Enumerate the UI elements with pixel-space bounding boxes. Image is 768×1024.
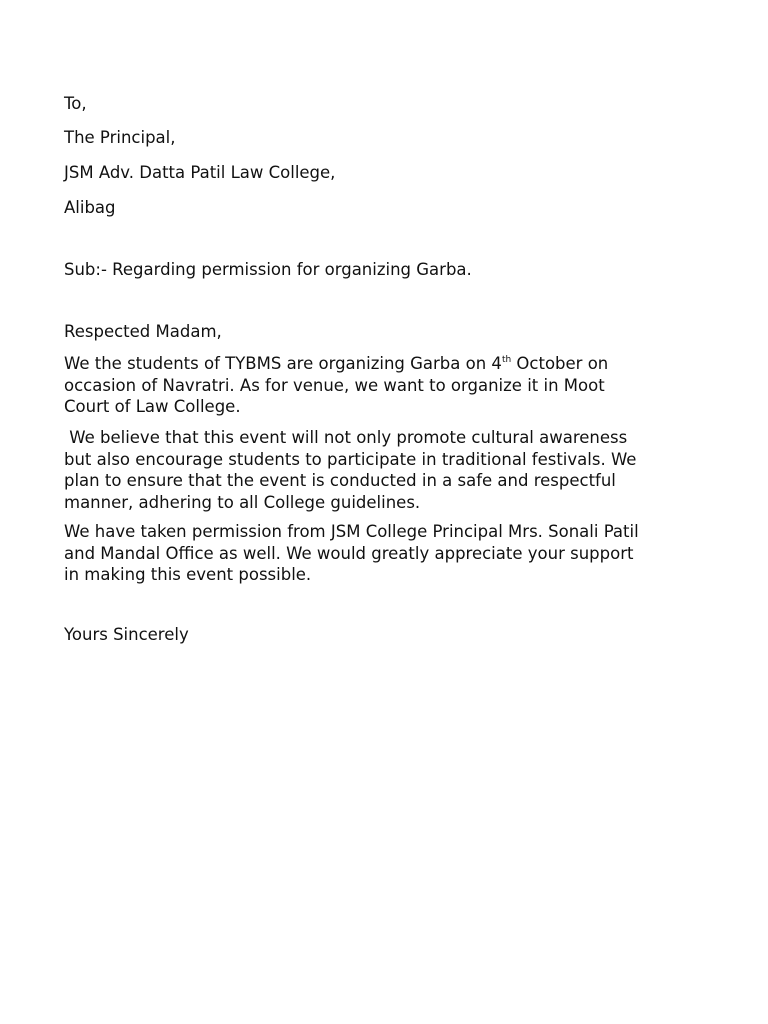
paragraph-2-line-4: manner, adhering to all College guidelines. (64, 492, 421, 512)
closing: Yours Sincerely (64, 625, 189, 644)
paragraph-1-line-1: We the students of TYBMS are organizing Garba on 4th October on (64, 354, 609, 373)
salutation: Respected Madam, (64, 322, 222, 341)
paragraph-1 (64, 353, 694, 418)
subject-line: Sub:- Regarding permission for organizing Garba. (64, 260, 472, 279)
paragraph-1-line-2: occasion of Navratri. As for venue, we want to organize it in Moot (64, 375, 605, 395)
address-institution: JSM Adv. Datta Patil Law College, (64, 163, 336, 182)
address-to: To, (64, 94, 87, 113)
paragraph-3-line-2: and Mandal Office as well. We would greatly appreciate your support (64, 543, 634, 563)
paragraph-2-line-2: but also encourage students to participate in traditional festivals. We (64, 449, 637, 469)
address-city: Alibag (64, 198, 116, 217)
paragraph-3-line-1: We have taken permission from JSM College Principal Mrs. Sonali Patil (64, 522, 639, 541)
paragraph-1-line-3: Court of Law College. (64, 397, 241, 416)
paragraph-3 (64, 521, 694, 586)
paragraph-2-line-3: plan to ensure that the event is conducted in a safe and respectful (64, 471, 616, 490)
address-recipient: The Principal, (64, 128, 176, 147)
paragraph-3-line-3: in making this event possible. (64, 565, 312, 584)
ordinal-superscript: th (501, 355, 512, 365)
paragraph-2 (64, 427, 694, 513)
paragraph-2-line-1: We believe that this event will not only promote cultural awareness (64, 428, 628, 447)
